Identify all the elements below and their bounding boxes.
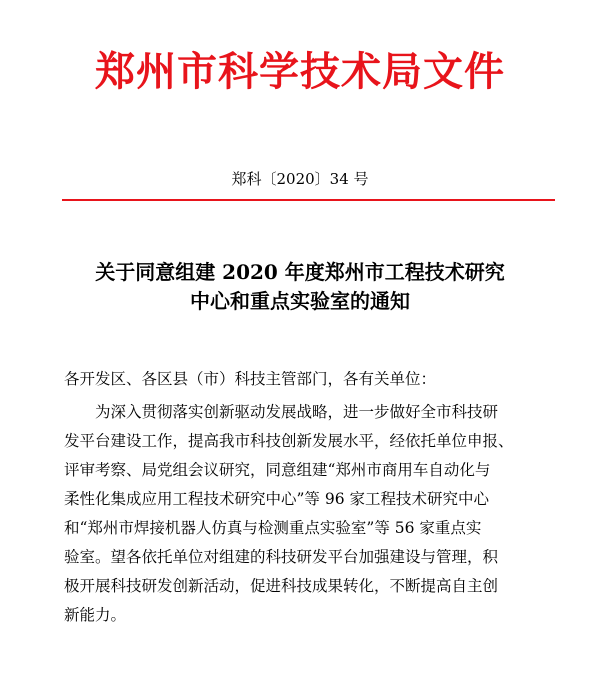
document-number: 郑科〔2020〕34 号 bbox=[231, 170, 369, 188]
body-line: 柔性化集成应用工程技术研究中心”等 96 家工程技术研究中心 bbox=[64, 490, 490, 508]
body-line: 新能力。 bbox=[64, 606, 127, 624]
body-line: 验室。望各依托单位对组建的科技研发平台加强建设与管理，积 bbox=[64, 548, 499, 566]
body-line: 为深入贯彻落实创新驱动发展战略，进一步做好全市科技研 bbox=[95, 403, 499, 421]
body-line: 评审考察、局党组会议研究，同意组建“郑州市商用车自动化与 bbox=[64, 461, 491, 479]
document-masthead: 郑州市科学技术局文件 bbox=[95, 48, 505, 95]
body-paragraph bbox=[64, 398, 556, 630]
document-title bbox=[40, 258, 560, 316]
body-line: 和“郑州市焊接机器人仿真与检测重点实验室”等 56 家重点实 bbox=[64, 519, 482, 537]
document-title-line-1: 关于同意组建 2020 年度郑州市工程技术研究 bbox=[95, 260, 505, 284]
body-line: 极开展科技研发创新活动，促进科技成果转化，不断提高自主创 bbox=[64, 577, 499, 595]
red-divider-line bbox=[62, 199, 555, 201]
document-title-line-2: 中心和重点实验室的通知 bbox=[190, 289, 410, 313]
salutation: 各开发区、各区县（市）科技主管部门，各有关单位： bbox=[64, 370, 437, 388]
body-line: 发平台建设工作，提高我市科技创新发展水平，经依托单位申报、 bbox=[64, 432, 514, 450]
